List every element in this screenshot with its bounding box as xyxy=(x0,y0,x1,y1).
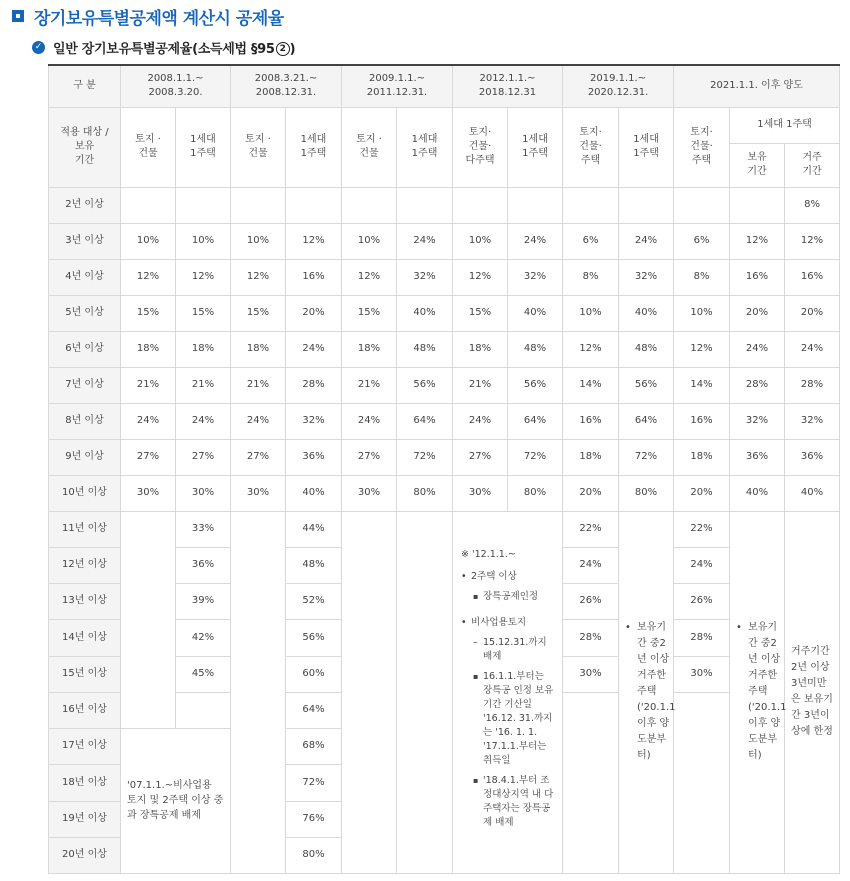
table-row xyxy=(49,403,840,439)
table-row xyxy=(49,475,840,511)
rate-cell: 48% xyxy=(397,331,453,367)
rate-cell xyxy=(508,187,563,223)
rate-cell: 24% xyxy=(397,223,453,259)
table-row xyxy=(49,439,840,475)
rate-cell: 24% xyxy=(121,403,176,439)
header-gubun: 구 분 xyxy=(49,65,121,107)
table-row: 20년 이상 80% xyxy=(49,837,840,873)
header-period-3: 2009.1.1.~ 2011.12.31. xyxy=(342,65,453,107)
table-row: 14년 이상 42% 56% 28% 28% xyxy=(49,619,840,656)
header-hold: 보유 기간 xyxy=(730,143,785,187)
row-label: 9년 이상 xyxy=(49,439,121,475)
header-house1: 1세대 1주택 xyxy=(286,107,342,187)
table-row: 13년 이상 39% 52% 26% 26% xyxy=(49,583,840,619)
rate-cell: 32% xyxy=(397,259,453,295)
rate-cell: 80% xyxy=(397,475,453,511)
rate-cell: 27% xyxy=(231,439,286,475)
rate-cell: 32% xyxy=(785,403,840,439)
table-row xyxy=(49,187,840,223)
header-period-4: 2012.1.1.~ 2018.12.31 xyxy=(453,65,563,107)
rate-cell: 56% xyxy=(508,367,563,403)
rate-cell: 15% xyxy=(342,295,397,331)
rate-cell: 40% xyxy=(397,295,453,331)
row-label: 6년 이상 xyxy=(49,331,121,367)
rate-cell: 6% xyxy=(563,223,619,259)
rate-cell: 20% xyxy=(563,475,619,511)
table-row: 15년 이상 45% 60% 30% 30% xyxy=(49,656,840,692)
rate-cell: 40% xyxy=(730,475,785,511)
rate-cell: 8% xyxy=(674,259,730,295)
rate-cell: 12% xyxy=(674,331,730,367)
header-house1: 1세대 1주택 xyxy=(176,107,231,187)
rate-cell: 8% xyxy=(563,259,619,295)
header-period-6: 2021.1.1. 이후 양도 xyxy=(674,65,840,107)
rate-cell xyxy=(730,187,785,223)
rate-cell: 72% xyxy=(508,439,563,475)
rate-cell: 18% xyxy=(453,331,508,367)
rate-cell: 12% xyxy=(231,259,286,295)
rate-cell: 24% xyxy=(342,403,397,439)
table-row: 11년 이상 33% 44% ※ '12.1.1.~ • 2주택 이상 ▪ 장특공제인정 • 비사업용토지 – 15.12.31.까지 배제 ▪ 16.1.1.부터는 장특공 인정 보유기간 기산일 '16.12. 31.까지는 '16. 1. 1. '17.1.1.부터는 취득일 ▪ '18.4.1.부터 조정대상지역 내 다주택자는 장특공제 배제 22% • 보유기간 중2년 이상 거주한주택 ('20.1.1 이후 양도분부터) 22% • 보유기간 중2년 이상 거주한주택 ('20.1.1 이후 양도분부터) 거주기간 2년 이상 3년미만은 보유기간 3년이상에 한정 xyxy=(49,511,840,547)
rate-cell xyxy=(619,187,674,223)
rate-cell: 18% xyxy=(231,331,286,367)
table-row: 16년 이상 64% xyxy=(49,692,840,728)
rate-cell: 16% xyxy=(730,259,785,295)
rate-cell: 12% xyxy=(176,259,231,295)
square-bullet-icon xyxy=(12,10,24,22)
rate-cell xyxy=(286,187,342,223)
rate-cell xyxy=(176,187,231,223)
rate-cell: 10% xyxy=(563,295,619,331)
rate-cell: 30% xyxy=(342,475,397,511)
rate-cell: 12% xyxy=(453,259,508,295)
rate-cell: 64% xyxy=(619,403,674,439)
rate-cell: 64% xyxy=(508,403,563,439)
header-house1-single: 1세대 1주택 xyxy=(730,107,840,143)
header-land-house: 토지· 건물· 주택 xyxy=(563,107,619,187)
rate-cell: 27% xyxy=(121,439,176,475)
rate-cell: 40% xyxy=(286,475,342,511)
rate-cell: 72% xyxy=(619,439,674,475)
row-label: 2년 이상 xyxy=(49,187,121,223)
table-row xyxy=(49,295,840,331)
rate-cell: 10% xyxy=(231,223,286,259)
rate-cell: 20% xyxy=(286,295,342,331)
rate-cell: 21% xyxy=(231,367,286,403)
rate-cell: 8% xyxy=(785,187,840,223)
rate-cell: 10% xyxy=(176,223,231,259)
rate-cell: 10% xyxy=(121,223,176,259)
note-2012: ※ '12.1.1.~ • 2주택 이상 ▪ 장특공제인정 • 비사업용토지 – 15.12.31.까지 배제 ▪ 16.1.1.부터는 장특공 인정 보유기간 기산일 '16.12. 31.까지는 '16. 1. 1. '17.1.1.부터는 취득일 ▪ '18.4.1.부터 조정대상지역 내 다주택자는 장특공제 배제 xyxy=(453,511,563,873)
rate-cell: 32% xyxy=(508,259,563,295)
rate-cell: 12% xyxy=(563,331,619,367)
rate-cell: 15% xyxy=(231,295,286,331)
header-target: 적용 대상 / 보유 기간 xyxy=(49,107,121,187)
rate-cell: 12% xyxy=(342,259,397,295)
row-label: 10년 이상 xyxy=(49,475,121,511)
table-row: 19년 이상 76% xyxy=(49,801,840,837)
rate-cell: 16% xyxy=(563,403,619,439)
rate-cell: 16% xyxy=(286,259,342,295)
rate-cell: 40% xyxy=(619,295,674,331)
rate-cell: 20% xyxy=(785,295,840,331)
row-label: 4년 이상 xyxy=(49,259,121,295)
header-period-1: 2008.1.1.~ 2008.3.20. xyxy=(121,65,231,107)
rate-cell: 56% xyxy=(397,367,453,403)
rate-cell: 24% xyxy=(176,403,231,439)
rate-cell: 32% xyxy=(730,403,785,439)
rate-cell xyxy=(563,187,619,223)
rate-cell xyxy=(121,187,176,223)
circled-number: 2 xyxy=(276,42,290,56)
rate-cell xyxy=(674,187,730,223)
rate-cell: 30% xyxy=(121,475,176,511)
rate-rows xyxy=(49,187,840,511)
rate-cell: 24% xyxy=(231,403,286,439)
rate-cell: 28% xyxy=(785,367,840,403)
section-title: 장기보유특별공제액 계산시 공제율 xyxy=(12,4,284,28)
rate-cell: 24% xyxy=(453,403,508,439)
rate-cell: 30% xyxy=(231,475,286,511)
rate-cell: 27% xyxy=(453,439,508,475)
rate-cell: 24% xyxy=(785,331,840,367)
rate-cell: 12% xyxy=(785,223,840,259)
rate-cell: 36% xyxy=(785,439,840,475)
rate-cell: 56% xyxy=(619,367,674,403)
table-row xyxy=(49,331,840,367)
header-land-house: 토지· 건물· 주택 xyxy=(674,107,730,187)
rate-cell: 21% xyxy=(453,367,508,403)
header-reside: 거주 기간 xyxy=(785,143,840,187)
rate-cell: 10% xyxy=(453,223,508,259)
rate-cell: 21% xyxy=(121,367,176,403)
rate-cell: 15% xyxy=(453,295,508,331)
note-2019: • 보유기간 중2년 이상 거주한주택 ('20.1.1 이후 양도분부터) xyxy=(619,511,674,873)
rate-cell: 27% xyxy=(176,439,231,475)
header-house1: 1세대 1주택 xyxy=(508,107,563,187)
check-circle-icon: ✓ xyxy=(32,41,45,54)
rate-cell: 15% xyxy=(121,295,176,331)
rate-cell: 18% xyxy=(176,331,231,367)
rate-cell: 21% xyxy=(342,367,397,403)
rate-cell: 24% xyxy=(619,223,674,259)
rate-cell: 12% xyxy=(121,259,176,295)
rate-cell xyxy=(453,187,508,223)
note-2021-reside: 거주기간 2년 이상 3년미만은 보유기간 3년이상에 한정 xyxy=(785,511,840,873)
rate-cell: 12% xyxy=(286,223,342,259)
rate-cell: 18% xyxy=(674,439,730,475)
table-row xyxy=(49,259,840,295)
rate-cell xyxy=(231,187,286,223)
header-land-bldg: 토지 · 건물 xyxy=(342,107,397,187)
rate-cell xyxy=(397,187,453,223)
rate-cell: 30% xyxy=(453,475,508,511)
rate-cell: 24% xyxy=(508,223,563,259)
rate-cell: 28% xyxy=(730,367,785,403)
header-period-2: 2008.3.21.~ 2008.12.31. xyxy=(231,65,342,107)
rate-cell: 32% xyxy=(619,259,674,295)
header-land-bldg: 토지 · 건물 xyxy=(121,107,176,187)
header-land-multi: 토지· 건물· 다주택 xyxy=(453,107,508,187)
header-land-bldg: 토지 · 건물 xyxy=(231,107,286,187)
rate-cell: 24% xyxy=(286,331,342,367)
table-row xyxy=(49,223,840,259)
rate-cell: 14% xyxy=(674,367,730,403)
rate-cell: 80% xyxy=(619,475,674,511)
rate-cell: 10% xyxy=(674,295,730,331)
rate-cell: 18% xyxy=(121,331,176,367)
rate-cell: 16% xyxy=(674,403,730,439)
rate-cell: 72% xyxy=(397,439,453,475)
rate-cell: 20% xyxy=(674,475,730,511)
header-period-5: 2019.1.1.~ 2020.12.31. xyxy=(563,65,674,107)
rate-cell: 48% xyxy=(508,331,563,367)
header-row-periods xyxy=(49,65,840,107)
row-label: 7년 이상 xyxy=(49,367,121,403)
rate-cell: 10% xyxy=(342,223,397,259)
table-row: 17년 이상 '07.1.1.~비사업용 토지 및 2주택 이상 중과 장특공제 배제 68% xyxy=(49,728,840,764)
rate-cell: 64% xyxy=(397,403,453,439)
rate-cell xyxy=(342,187,397,223)
section-subtitle: ✓ 일반 장기보유특별공제율(소득세법 §95 2 ) xyxy=(32,37,295,57)
rate-cell: 28% xyxy=(286,367,342,403)
rate-cell: 24% xyxy=(730,331,785,367)
rate-cell: 32% xyxy=(286,403,342,439)
note-2008: '07.1.1.~비사업용 토지 및 2주택 이상 중과 장특공제 배제 xyxy=(121,728,231,873)
header-house1: 1세대 1주택 xyxy=(619,107,674,187)
note-2021: • 보유기간 중2년 이상 거주한주택 ('20.1.1 이후 양도분부터) xyxy=(730,511,785,873)
rate-cell: 48% xyxy=(619,331,674,367)
rate-cell: 15% xyxy=(176,295,231,331)
row-label: 5년 이상 xyxy=(49,295,121,331)
rate-cell: 20% xyxy=(730,295,785,331)
long-rows xyxy=(49,511,840,873)
rate-cell: 36% xyxy=(730,439,785,475)
rate-cell: 18% xyxy=(342,331,397,367)
row-label: 8년 이상 xyxy=(49,403,121,439)
rate-cell: 80% xyxy=(508,475,563,511)
rate-cell: 30% xyxy=(176,475,231,511)
rate-cell: 14% xyxy=(563,367,619,403)
rate-cell: 40% xyxy=(508,295,563,331)
rate-cell: 21% xyxy=(176,367,231,403)
header-row-types-1 xyxy=(49,107,840,143)
rate-cell: 18% xyxy=(563,439,619,475)
rate-cell: 12% xyxy=(730,223,785,259)
row-label: 3년 이상 xyxy=(49,223,121,259)
table-row: 12년 이상 36% 48% 24% 24% xyxy=(49,547,840,583)
rate-cell: 27% xyxy=(342,439,397,475)
table-row: 18년 이상 72% xyxy=(49,764,840,801)
header-house1: 1세대 1주택 xyxy=(397,107,453,187)
rate-cell: 40% xyxy=(785,475,840,511)
table-row xyxy=(49,367,840,403)
rate-cell: 6% xyxy=(674,223,730,259)
deduction-rate-table xyxy=(48,64,840,874)
rate-cell: 36% xyxy=(286,439,342,475)
rate-cell: 16% xyxy=(785,259,840,295)
